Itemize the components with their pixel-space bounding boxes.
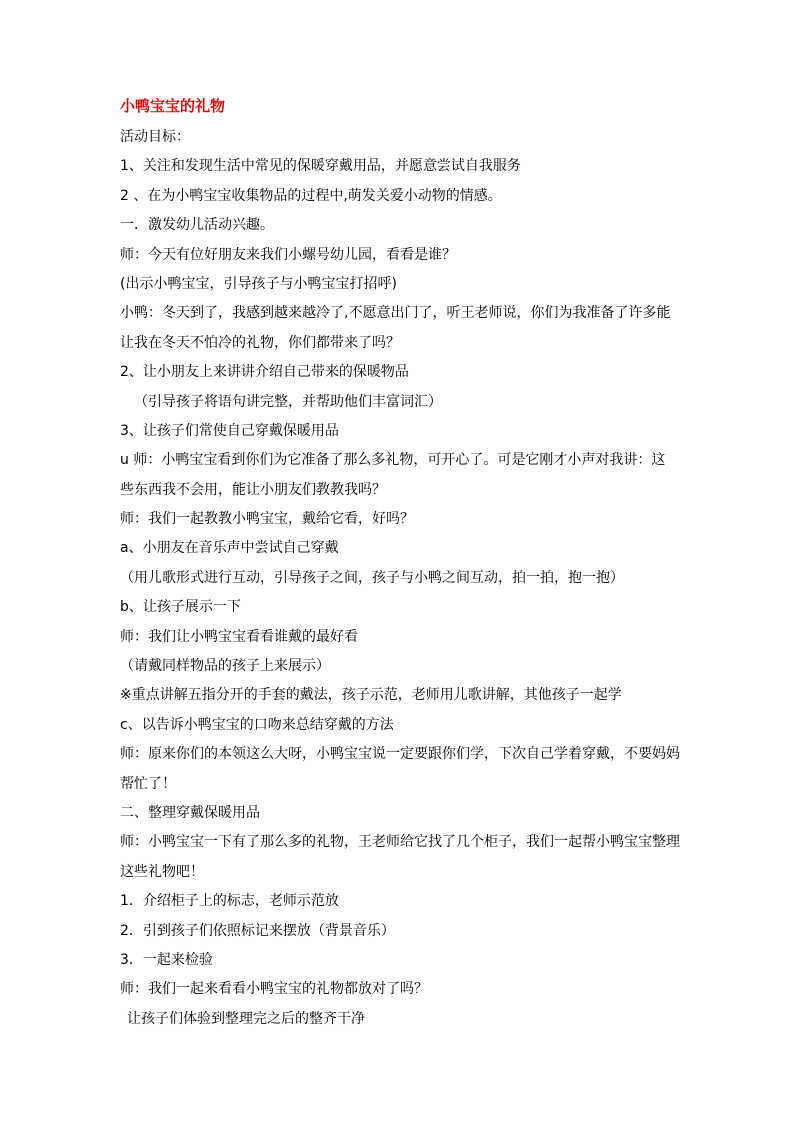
paragraph-line: 让我在冬天不怕冷的礼物，你们都带来了吗？ — [120, 334, 400, 351]
document-title: 小鸭宝宝的礼物 — [120, 97, 226, 115]
document-body — [120, 94, 680, 1034]
paragraph-line: 师：我们一起教教小鸭宝宝，戴给它看，好吗？ — [120, 511, 414, 528]
sub-item-b: b、让孩子展示一下 — [120, 599, 241, 616]
paragraph-line: 让孩子们体验到整理完之后的整齐干净 — [127, 1010, 365, 1027]
paragraph-line: 师：我们让小鸭宝宝看看谁戴的最好看 — [120, 628, 358, 645]
goal-item-1: 1、关注和发现生活中常见的保暖穿戴用品，并愿意尝试自我服务 — [120, 158, 521, 175]
activity-goals-heading: 活动目标： — [120, 129, 190, 145]
step-item-3: 3、让孩子们常使自己穿戴保暖用品 — [120, 422, 339, 439]
step-item-3: 3．一起来检验 — [120, 951, 213, 968]
section-1-heading: 一．激发幼儿活动兴趣。 — [120, 217, 274, 234]
section-2-heading: 二、整理穿戴保暖用品 — [120, 804, 260, 821]
step-item-2: 2、让小朋友上来讲讲介绍自己带来的保暖物品 — [120, 364, 409, 381]
sub-item-c: c、以告诉小鸭宝宝的口吻来总结穿戴的方法 — [120, 716, 394, 733]
paragraph-line: (出示小鸭宝宝，引导孩子与小鸭宝宝打招呼) — [120, 275, 397, 292]
paragraph-line: 师：小鸭宝宝一下有了那么多的礼物，王老师给它找了几个柜子，我们一起帮小鸭宝宝整理 — [120, 834, 680, 851]
sub-item-a: a、小朋友在音乐声中尝试自己穿戴 — [120, 540, 339, 557]
paragraph-line: （请戴同样物品的孩子上来展示） — [120, 658, 330, 675]
paragraph-line: ※重点讲解五指分开的手套的戴法，孩子示范，老师用儿歌讲解，其他孩子一起学 — [120, 687, 622, 704]
paragraph-line: 这些礼物吧！ — [120, 863, 204, 880]
paragraph-line: 师：原来你们的本领这么大呀，小鸭宝宝说一定要跟你们学，下次自己学着穿戴，不要妈妈 — [120, 746, 680, 763]
paragraph-line: （用儿歌形式进行互动，引导孩子之间，孩子与小鸭之间互动，拍一拍，抱一抱） — [120, 569, 624, 586]
step-item-2: 2．引到孩子们依照标记来摆放（背景音乐） — [120, 922, 395, 939]
paragraph-line: u 师：小鸭宝宝看到你们为它准备了那么多礼物，可开心了。可是它刚才小声对我讲：这 — [120, 452, 666, 469]
paragraph-line: （引导孩子将语句讲完整，并帮助他们丰富词汇） — [134, 393, 442, 410]
goal-item-2: 2 、在为小鸭宝宝收集物品的过程中,萌发关爱小动物的情感。 — [120, 187, 502, 204]
paragraph-line: 师：我们一起来看看小鸭宝宝的礼物都放对了吗？ — [120, 981, 428, 998]
paragraph-line: 帮忙了！ — [120, 775, 176, 792]
step-item-1: 1．介绍柜子上的标志，老师示范放 — [120, 893, 339, 910]
paragraph-line: 些东西我不会用，能让小朋友们教教我吗？ — [120, 481, 386, 498]
paragraph-line: 小鸭：冬天到了，我感到越来越冷了,不愿意出门了，听王老师说，你们为我准备了许多能 — [120, 305, 671, 322]
paragraph-line: 师：今天有位好朋友来我们小螺号幼儿园，看看是谁？ — [120, 246, 456, 263]
